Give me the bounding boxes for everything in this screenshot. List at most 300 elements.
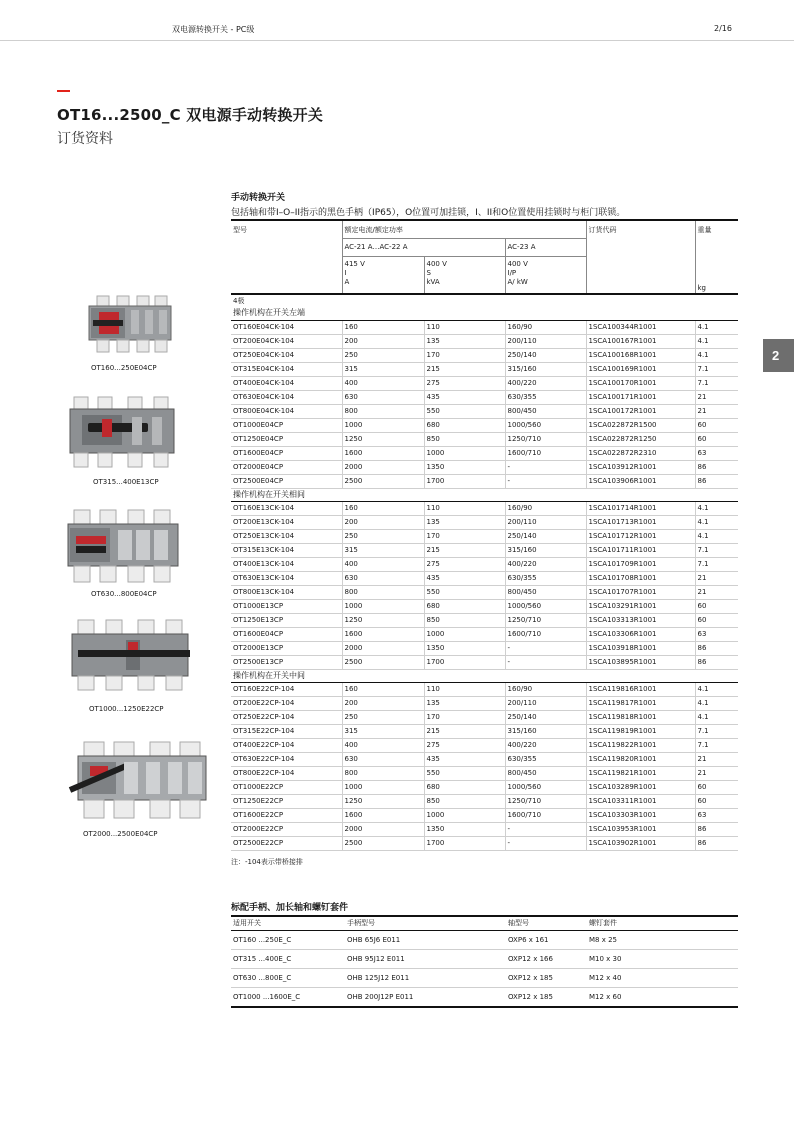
cell: 1SCA103953R1001	[586, 822, 695, 836]
cell: 550	[424, 766, 505, 780]
cell: 200/110	[505, 334, 586, 348]
cell: 1SCA103303R1001	[586, 808, 695, 822]
cell: 60	[695, 599, 738, 613]
cell: 630/355	[505, 390, 586, 404]
cell: OT400E22CP-104	[231, 738, 342, 752]
cell: 1250	[342, 794, 424, 808]
cell: 1SCA103906R1001	[586, 474, 695, 488]
acc-header-row	[231, 916, 738, 931]
table-row	[231, 404, 738, 418]
cell: 1SCA119817R1001	[586, 696, 695, 710]
cell: 1SCA103289R1001	[586, 780, 695, 794]
cell: OT400E13CK-104	[231, 557, 342, 571]
cell: 60	[695, 780, 738, 794]
acc-header-cell: 手柄型号	[345, 916, 506, 931]
order-table	[231, 219, 738, 851]
cell: OT2500E13CP	[231, 655, 342, 669]
cell: 1600/710	[505, 808, 586, 822]
cell: 86	[695, 822, 738, 836]
table-row	[231, 599, 738, 613]
cell: OT1600E04CP	[231, 446, 342, 460]
cell: 630	[342, 571, 424, 585]
cell: 550	[424, 585, 505, 599]
cell: OT1250E13CP	[231, 613, 342, 627]
cell: 1000	[342, 780, 424, 794]
cell: OT2000E22CP	[231, 822, 342, 836]
acc-row	[231, 931, 738, 950]
cell: 215	[424, 724, 505, 738]
cell: 2500	[342, 474, 424, 488]
cell: 7.1	[695, 557, 738, 571]
cell: OT1250E04CP	[231, 432, 342, 446]
table-row	[231, 808, 738, 822]
cell: 275	[424, 557, 505, 571]
group-label: 操作机构在开关相间	[231, 488, 738, 501]
cell: 1SCA101707R1001	[586, 585, 695, 599]
acc-header-cell: 轴型号	[506, 916, 587, 931]
cell: 63	[695, 627, 738, 641]
header-order-code: 订货代码	[586, 220, 695, 238]
cell: 550	[424, 404, 505, 418]
table-row	[231, 320, 738, 334]
cell: 630/355	[505, 571, 586, 585]
product-image-ot315	[68, 393, 178, 477]
product-image-ot160	[85, 290, 175, 364]
cell: -	[505, 460, 586, 474]
cell: 250/140	[505, 710, 586, 724]
table-row	[231, 752, 738, 766]
cell: 200/110	[505, 696, 586, 710]
cell: 1SCA119819R1001	[586, 724, 695, 738]
table-row	[231, 348, 738, 362]
accessory-table	[231, 915, 738, 1008]
cell: 1SCA022872R1500	[586, 418, 695, 432]
cell: OT400E04CK-104	[231, 376, 342, 390]
table-row	[231, 446, 738, 460]
cell: 1700	[424, 655, 505, 669]
header-divider	[0, 40, 794, 41]
unit-current: 415 V I A	[342, 256, 424, 294]
cell: 1SCA101712R1001	[586, 529, 695, 543]
cell: 800/450	[505, 585, 586, 599]
acc-cell: M12 x 40	[587, 969, 738, 988]
cell: 630/355	[505, 752, 586, 766]
acc-cell: OHB 65J6 E011	[345, 931, 506, 950]
cell: OT2500E04CP	[231, 474, 342, 488]
cell: 21	[695, 404, 738, 418]
cell: 1250/710	[505, 794, 586, 808]
cell: OT2000E04CP	[231, 460, 342, 474]
cell: 250	[342, 529, 424, 543]
cell: -	[505, 641, 586, 655]
table-row	[231, 501, 738, 515]
table-row	[231, 738, 738, 752]
cell: 160/90	[505, 682, 586, 696]
cell: 1SCA100172R1001	[586, 404, 695, 418]
cell: 4.1	[695, 348, 738, 362]
cell: 1SCA022872R1250	[586, 432, 695, 446]
running-header-title: 双电源转换开关 - PC级	[172, 25, 255, 34]
header-rated: 额定电流/额定功率	[342, 220, 586, 238]
cell: 1SCA100169R1001	[586, 362, 695, 376]
cell: 800/450	[505, 404, 586, 418]
group-label: 操作机构在开关左端	[231, 307, 738, 320]
cell: OT800E04CK-104	[231, 404, 342, 418]
cell: 800	[342, 585, 424, 599]
cell: 1SCA119820R1001	[586, 752, 695, 766]
cell: 315/160	[505, 543, 586, 557]
cell: 1000/560	[505, 418, 586, 432]
cell: 435	[424, 752, 505, 766]
cell: OT200E04CK-104	[231, 334, 342, 348]
table-row	[231, 641, 738, 655]
cell: 60	[695, 613, 738, 627]
acc-cell: OT1000 ...1600E_C	[233, 993, 301, 1001]
cell: 170	[424, 710, 505, 724]
cell: 1SCA103313R1001	[586, 613, 695, 627]
cell: OT800E13CK-104	[231, 585, 342, 599]
cell: 1SCA101708R1001	[586, 571, 695, 585]
cell: 1600	[342, 808, 424, 822]
cell: 850	[424, 794, 505, 808]
cell: 315	[342, 362, 424, 376]
cell: 1000/560	[505, 599, 586, 613]
cell: 215	[424, 543, 505, 557]
cell: 170	[424, 348, 505, 362]
cell: 63	[695, 446, 738, 460]
cell: 1SCA101711R1001	[586, 543, 695, 557]
cell: 1SCA103918R1001	[586, 641, 695, 655]
acc-cell: OXP12 x 185	[508, 993, 553, 1001]
cell: 850	[424, 613, 505, 627]
table-row	[231, 571, 738, 585]
cell: 1SCA100170R1001	[586, 376, 695, 390]
cell: 1SCA100168R1001	[586, 348, 695, 362]
cell: 1000	[424, 808, 505, 822]
header-weight: 重量	[697, 226, 712, 234]
table-row	[231, 432, 738, 446]
cell: OT160E13CK-104	[231, 501, 342, 515]
cell: 4.1	[695, 334, 738, 348]
acc-row	[231, 988, 738, 1008]
cell: 435	[424, 390, 505, 404]
cell: 1SCA103912R1001	[586, 460, 695, 474]
header-type: 型号	[231, 220, 342, 238]
cell: OT630E22CP-104	[231, 752, 342, 766]
cell: 630	[342, 752, 424, 766]
cell: 680	[424, 599, 505, 613]
cell: 1350	[424, 641, 505, 655]
table-row	[231, 418, 738, 432]
cell: 160	[342, 501, 424, 515]
table-row	[231, 682, 738, 696]
cell: 250/140	[505, 529, 586, 543]
cell: 1250/710	[505, 613, 586, 627]
cell: 63	[695, 808, 738, 822]
cell: 4.1	[695, 501, 738, 515]
table-row	[231, 710, 738, 724]
cell: 1SCA100344R1001	[586, 320, 695, 334]
header-ac21: AC-21 A…AC-22 A	[342, 238, 505, 256]
cell: 170	[424, 529, 505, 543]
cell: 1250	[342, 613, 424, 627]
table-row	[231, 376, 738, 390]
table-row	[231, 822, 738, 836]
table-note: 注：-104表示带桥接排	[231, 858, 303, 866]
cell: 86	[695, 655, 738, 669]
cell: 400	[342, 738, 424, 752]
cell: -	[505, 822, 586, 836]
table-row	[231, 696, 738, 710]
cell: 680	[424, 418, 505, 432]
cell: 400/220	[505, 738, 586, 752]
cell: 250	[342, 348, 424, 362]
cell: 200	[342, 696, 424, 710]
acc-cell: OT160 ...250E_C	[231, 931, 345, 950]
acc-cell: OHB 200J12P E011	[347, 993, 414, 1001]
cell: 4.1	[695, 515, 738, 529]
cell: OT1000E13CP	[231, 599, 342, 613]
table-row	[231, 655, 738, 669]
table-row	[231, 613, 738, 627]
cell: 1000	[342, 599, 424, 613]
cell: 160/90	[505, 501, 586, 515]
cell: 7.1	[695, 376, 738, 390]
cell: 1SCA103306R1001	[586, 627, 695, 641]
cell: 135	[424, 515, 505, 529]
cell: 4.1	[695, 320, 738, 334]
table-row	[231, 836, 738, 850]
cell: OT315E13CK-104	[231, 543, 342, 557]
cell: 200/110	[505, 515, 586, 529]
cell: OT315E22CP-104	[231, 724, 342, 738]
product-label: OT315...400E13CP	[93, 478, 159, 486]
cell: 315/160	[505, 362, 586, 376]
table-row	[231, 585, 738, 599]
cell: 315/160	[505, 724, 586, 738]
cell: 110	[424, 320, 505, 334]
cell: 400/220	[505, 376, 586, 390]
cell: 1SCA101713R1001	[586, 515, 695, 529]
cell: 400/220	[505, 557, 586, 571]
acc-header-cell: 适用开关	[231, 916, 345, 931]
acc-cell: OXP6 x 161	[506, 931, 587, 950]
cell: 1SCA103291R1001	[586, 599, 695, 613]
cell: 400	[342, 376, 424, 390]
cell: 135	[424, 696, 505, 710]
product-image-ot2000	[66, 740, 211, 829]
acc-cell: M10 x 30	[587, 950, 738, 969]
acc-row	[231, 969, 738, 988]
cell: 7.1	[695, 724, 738, 738]
cell: 86	[695, 474, 738, 488]
cell: 680	[424, 780, 505, 794]
cell: 435	[424, 571, 505, 585]
cell: OT1600E22CP	[231, 808, 342, 822]
cell: OT630E04CK-104	[231, 390, 342, 404]
group-label: 操作机构在开关中间	[231, 669, 738, 682]
cell: -	[505, 474, 586, 488]
cell: 1SCA119816R1001	[586, 682, 695, 696]
cell: 800/450	[505, 766, 586, 780]
poles-label: 4极	[233, 297, 245, 305]
cell: 21	[695, 571, 738, 585]
acc-row	[231, 950, 738, 969]
cell: 160/90	[505, 320, 586, 334]
acc-cell: OXP12 x 185	[506, 969, 587, 988]
cell: 21	[695, 766, 738, 780]
cell: OT1000E04CP	[231, 418, 342, 432]
cell: 275	[424, 738, 505, 752]
cell: 86	[695, 641, 738, 655]
acc-cell: OHB 125J12 E011	[345, 969, 506, 988]
cell: 250/140	[505, 348, 586, 362]
cell: 7.1	[695, 362, 738, 376]
cell: OT315E04CK-104	[231, 362, 342, 376]
cell: 2500	[342, 836, 424, 850]
cell: 21	[695, 390, 738, 404]
acc-header-cell: 螺钉套件	[587, 916, 738, 931]
cell: 1000	[424, 446, 505, 460]
cell: 1000	[424, 627, 505, 641]
section-title-manual-switch: 手动转换开关	[231, 193, 286, 203]
cell: OT250E04CK-104	[231, 348, 342, 362]
cell: 275	[424, 376, 505, 390]
cell: 400	[342, 557, 424, 571]
cell: 1000/560	[505, 780, 586, 794]
page-number: 2/16	[714, 24, 732, 33]
table-row	[231, 780, 738, 794]
cell: 7.1	[695, 738, 738, 752]
cell: 800	[342, 404, 424, 418]
cell: 200	[342, 515, 424, 529]
cell: 1SCA100167R1001	[586, 334, 695, 348]
cell: 86	[695, 836, 738, 850]
cell: 1250/710	[505, 432, 586, 446]
cell: 1350	[424, 460, 505, 474]
cell: 630	[342, 390, 424, 404]
cell: 21	[695, 585, 738, 599]
cell: 1600/710	[505, 446, 586, 460]
cell: OT250E22CP-104	[231, 710, 342, 724]
cell: 215	[424, 362, 505, 376]
cell: 1SCA119822R1001	[586, 738, 695, 752]
cell: 1SCA101709R1001	[586, 557, 695, 571]
cell: 110	[424, 501, 505, 515]
table-row	[231, 766, 738, 780]
cell: 7.1	[695, 543, 738, 557]
product-label: OT1000...1250E22CP	[89, 705, 164, 713]
cell: OT2000E13CP	[231, 641, 342, 655]
cell: 2000	[342, 460, 424, 474]
cell: 1SCA119818R1001	[586, 710, 695, 724]
acc-cell: OT630 ...800E_C	[231, 969, 345, 988]
section-description: 包括轴和带I–O–II指示的黑色手柄（IP65），O位置可加挂锁，I、II和O位置使用挂锁时与柜门联锁。	[231, 208, 626, 218]
cell: 1SCA101714R1001	[586, 501, 695, 515]
cell: 1SCA119821R1001	[586, 766, 695, 780]
cell: 1000	[342, 418, 424, 432]
cell: OT1000E22CP	[231, 780, 342, 794]
cell: 86	[695, 460, 738, 474]
cell: OT160E22CP-104	[231, 682, 342, 696]
cell: 200	[342, 334, 424, 348]
product-label: OT2000...2500E04CP	[83, 830, 158, 838]
cell: OT1600E04CP	[231, 627, 342, 641]
cell: 160	[342, 320, 424, 334]
cell: OT800E22CP-104	[231, 766, 342, 780]
cell: 21	[695, 752, 738, 766]
cell: 60	[695, 432, 738, 446]
section-title-accessories: 标配手柄、加长轴和螺钉套件	[231, 903, 349, 913]
cell: 1600/710	[505, 627, 586, 641]
table-row	[231, 627, 738, 641]
cell: 60	[695, 794, 738, 808]
page-subtitle: 订货资料	[57, 131, 113, 147]
cell: 4.1	[695, 696, 738, 710]
table-row	[231, 474, 738, 488]
table-row	[231, 460, 738, 474]
cell: OT2500E22CP	[231, 836, 342, 850]
cell: 4.1	[695, 529, 738, 543]
acc-cell: OHB 95J12 E011	[345, 950, 506, 969]
cell: OT250E13CK-104	[231, 529, 342, 543]
product-image-ot630	[66, 508, 181, 592]
cell: 2000	[342, 822, 424, 836]
cell: OT160E04CK-104	[231, 320, 342, 334]
cell: 4.1	[695, 710, 738, 724]
cell: 1SCA103895R1001	[586, 655, 695, 669]
acc-cell: OXP12 x 166	[506, 950, 587, 969]
cell: OT1250E22CP	[231, 794, 342, 808]
product-image-ot1000	[70, 616, 190, 700]
accent-dash	[57, 90, 70, 92]
cell: -	[505, 836, 586, 850]
acc-cell: M12 x 60	[589, 993, 622, 1001]
table-row	[231, 557, 738, 571]
cell: 110	[424, 682, 505, 696]
page-title: OT16...2500_C 双电源手动转换开关	[57, 106, 324, 124]
cell: 60	[695, 418, 738, 432]
cell: 1SCA103311R1001	[586, 794, 695, 808]
cell: -	[505, 655, 586, 669]
product-label: OT160...250E04CP	[91, 364, 157, 372]
chapter-tab: 2	[763, 339, 794, 372]
cell: 135	[424, 334, 505, 348]
table-row	[231, 724, 738, 738]
table-row	[231, 794, 738, 808]
cell: 1600	[342, 627, 424, 641]
cell: 1SCA022872R2310	[586, 446, 695, 460]
cell: OT200E22CP-104	[231, 696, 342, 710]
acc-cell: M8 x 25	[587, 931, 738, 950]
cell: 4.1	[695, 682, 738, 696]
cell: 850	[424, 432, 505, 446]
product-label: OT630...800E04CP	[91, 590, 157, 598]
table-row	[231, 334, 738, 348]
acc-cell: OT315 ...400E_C	[231, 950, 345, 969]
cell: 1350	[424, 822, 505, 836]
cell: 315	[342, 724, 424, 738]
table-row	[231, 529, 738, 543]
cell: 1SCA100171R1001	[586, 390, 695, 404]
cell: 250	[342, 710, 424, 724]
unit-weight: kg	[695, 256, 738, 294]
cell: OT200E13CK-104	[231, 515, 342, 529]
unit-ac23: 400 V I/P A/ kW	[505, 256, 586, 294]
table-row	[231, 515, 738, 529]
cell: 160	[342, 682, 424, 696]
cell: OT630E13CK-104	[231, 571, 342, 585]
